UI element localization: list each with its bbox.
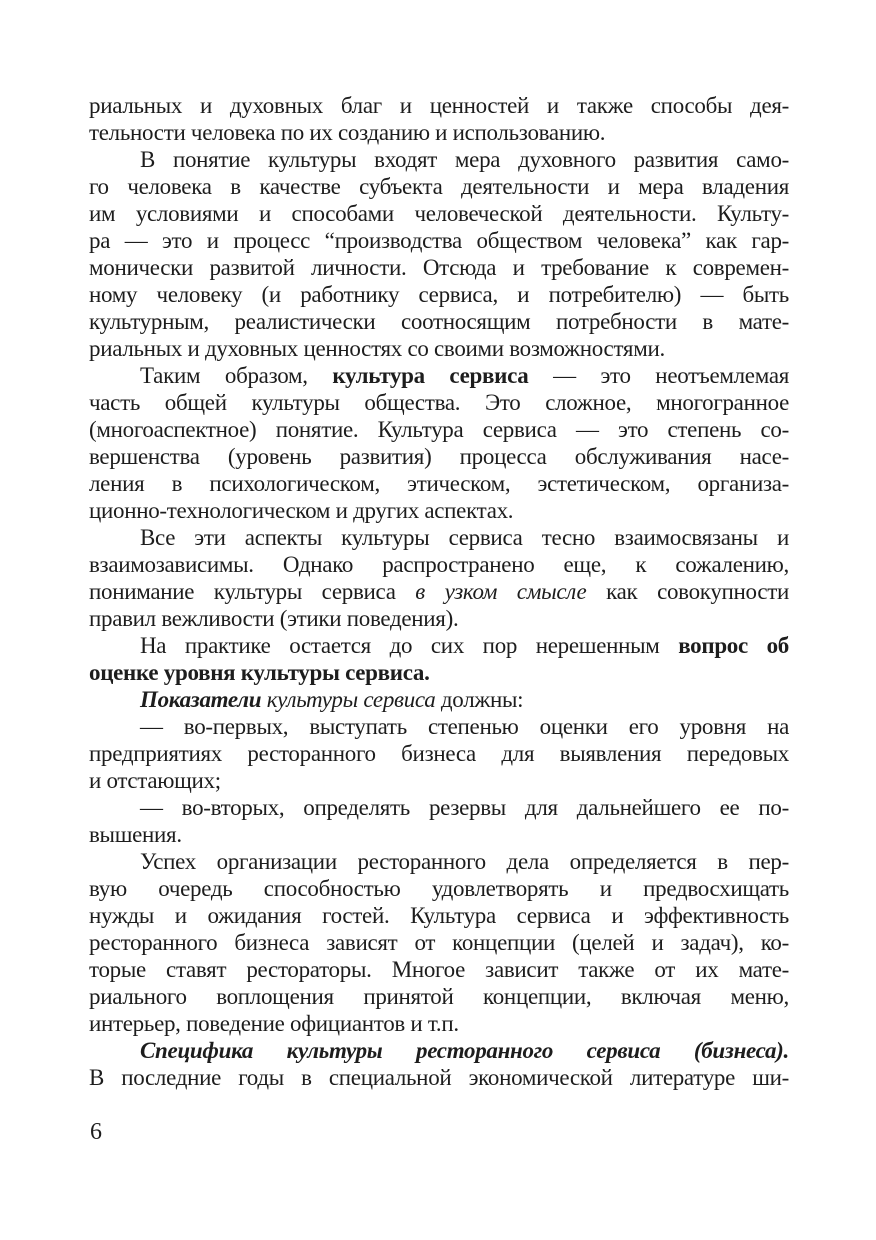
text-run: ра — это и процесс “производства обществом человека” как гар- bbox=[89, 228, 789, 253]
text-run: — это неотъемлемая bbox=[528, 363, 790, 388]
text-run: — во-вторых, определять резервы для дальнейшего ее по- bbox=[140, 795, 789, 820]
text-line bbox=[89, 389, 789, 416]
text-run: тельности человека по их созданию и использованию. bbox=[89, 120, 606, 145]
text-run: вую очередь способностью удовлетворять и предвосхищать bbox=[89, 876, 789, 901]
text-line bbox=[89, 794, 789, 821]
text-run: в узком смысле bbox=[415, 579, 587, 604]
text-run: ционно-технологическом и других аспектах. bbox=[89, 498, 514, 523]
text-run: монически развитой личности. Отсюда и требование к современ- bbox=[89, 255, 789, 280]
text-run: должны: bbox=[435, 687, 524, 712]
text-line bbox=[89, 767, 789, 794]
page-text-block bbox=[89, 92, 789, 1091]
text-line bbox=[89, 1010, 789, 1037]
text-line bbox=[89, 416, 789, 443]
text-run: интерьер, поведение официантов и т.п. bbox=[89, 1011, 459, 1036]
text-run: предприятиях ресторанного бизнеса для выявления передовых bbox=[89, 741, 789, 766]
text-run: нужды и ожидания гостей. Культура сервиса и эффективность bbox=[89, 903, 789, 928]
text-line bbox=[89, 902, 789, 929]
text-line bbox=[89, 524, 789, 551]
text-line bbox=[89, 281, 789, 308]
text-run: ления в психологическом, этическом, эстетическом, организа- bbox=[89, 471, 789, 496]
text-run: риальных и духовных благ и ценностей и также способы дея- bbox=[89, 93, 789, 118]
text-line bbox=[89, 578, 789, 605]
text-line bbox=[89, 1037, 789, 1064]
text-run: Все эти аспекты культуры сервиса тесно взаимосвязаны и bbox=[140, 525, 789, 550]
text-run: культуры сервиса bbox=[266, 687, 436, 712]
text-line bbox=[89, 227, 789, 254]
text-line bbox=[89, 848, 789, 875]
page-number: 6 bbox=[90, 1119, 102, 1145]
text-line bbox=[89, 443, 789, 470]
text-line bbox=[89, 254, 789, 281]
text-line bbox=[89, 200, 789, 227]
text-run: вершенства (уровень развития) процесса обслуживания насе- bbox=[89, 444, 789, 469]
text-run: риального воплощения принятой концепции, включая меню, bbox=[89, 984, 789, 1009]
text-line bbox=[89, 362, 789, 389]
text-line bbox=[89, 1064, 789, 1091]
text-run: риальных и духовных ценностях со своими возможностями. bbox=[89, 336, 665, 361]
text-run: и отстающих; bbox=[89, 768, 221, 793]
text-run: культура сервиса bbox=[332, 363, 529, 388]
text-line bbox=[89, 713, 789, 740]
text-run: Показатели bbox=[140, 687, 262, 712]
text-line bbox=[89, 119, 789, 146]
text-run: понимание культуры сервиса bbox=[89, 579, 416, 604]
text-line bbox=[89, 146, 789, 173]
text-run: В понятие культуры входят мера духовного развития само- bbox=[140, 147, 789, 172]
text-run: (многоаспектное) понятие. Культура сервиса — это степень со- bbox=[89, 417, 789, 442]
text-line bbox=[89, 659, 789, 686]
text-run: взаимозависимы. Однако распространено еще, к сожалению, bbox=[89, 552, 789, 577]
text-line bbox=[89, 335, 789, 362]
text-run: го человека в качестве субъекта деятельности и мера владения bbox=[89, 174, 789, 199]
text-line bbox=[89, 686, 789, 713]
text-line bbox=[89, 470, 789, 497]
text-run: культурным, реалистически соотносящим потребности в мате- bbox=[89, 309, 789, 334]
text-line bbox=[89, 821, 789, 848]
text-run: вопрос об bbox=[678, 633, 789, 658]
text-line bbox=[89, 632, 789, 659]
text-line bbox=[89, 308, 789, 335]
text-run: им условиями и способами человеческой деятельности. Культу- bbox=[89, 201, 789, 226]
text-run: В последние годы в специальной экономической литературе ши- bbox=[89, 1065, 789, 1090]
text-line bbox=[89, 929, 789, 956]
text-line bbox=[89, 956, 789, 983]
text-run: торые ставят рестораторы. Многое зависит также от их мате- bbox=[89, 957, 789, 982]
text-line bbox=[89, 173, 789, 200]
text-run: часть общей культуры общества. Это сложное, многогранное bbox=[89, 390, 789, 415]
text-line bbox=[89, 875, 789, 902]
text-line bbox=[89, 740, 789, 767]
text-line bbox=[89, 92, 789, 119]
text-line bbox=[89, 983, 789, 1010]
text-run: Успех организации ресторанного дела определяется в пер- bbox=[140, 849, 789, 874]
text-run: — во-первых, выступать степенью оценки его уровня на bbox=[140, 714, 789, 739]
text-run: как совокупности bbox=[586, 579, 789, 604]
text-line bbox=[89, 605, 789, 632]
text-run: оценке уровня культуры сервиса. bbox=[89, 660, 430, 685]
text-run: Таким образом, bbox=[140, 363, 333, 388]
text-run: вышения. bbox=[89, 822, 182, 847]
text-line bbox=[89, 551, 789, 578]
text-run: ресторанного бизнеса зависят от концепции (целей и задач), ко- bbox=[89, 930, 789, 955]
text-run: На практике остается до сих пор нерешенным bbox=[140, 633, 679, 658]
text-run: ному человеку (и работнику сервиса, и потребителю) — быть bbox=[89, 282, 789, 307]
text-run: Специфика культуры ресторанного сервиса (бизнеса). bbox=[140, 1038, 789, 1063]
text-run: правил вежливости (этики поведения). bbox=[89, 606, 459, 631]
text-line bbox=[89, 497, 789, 524]
